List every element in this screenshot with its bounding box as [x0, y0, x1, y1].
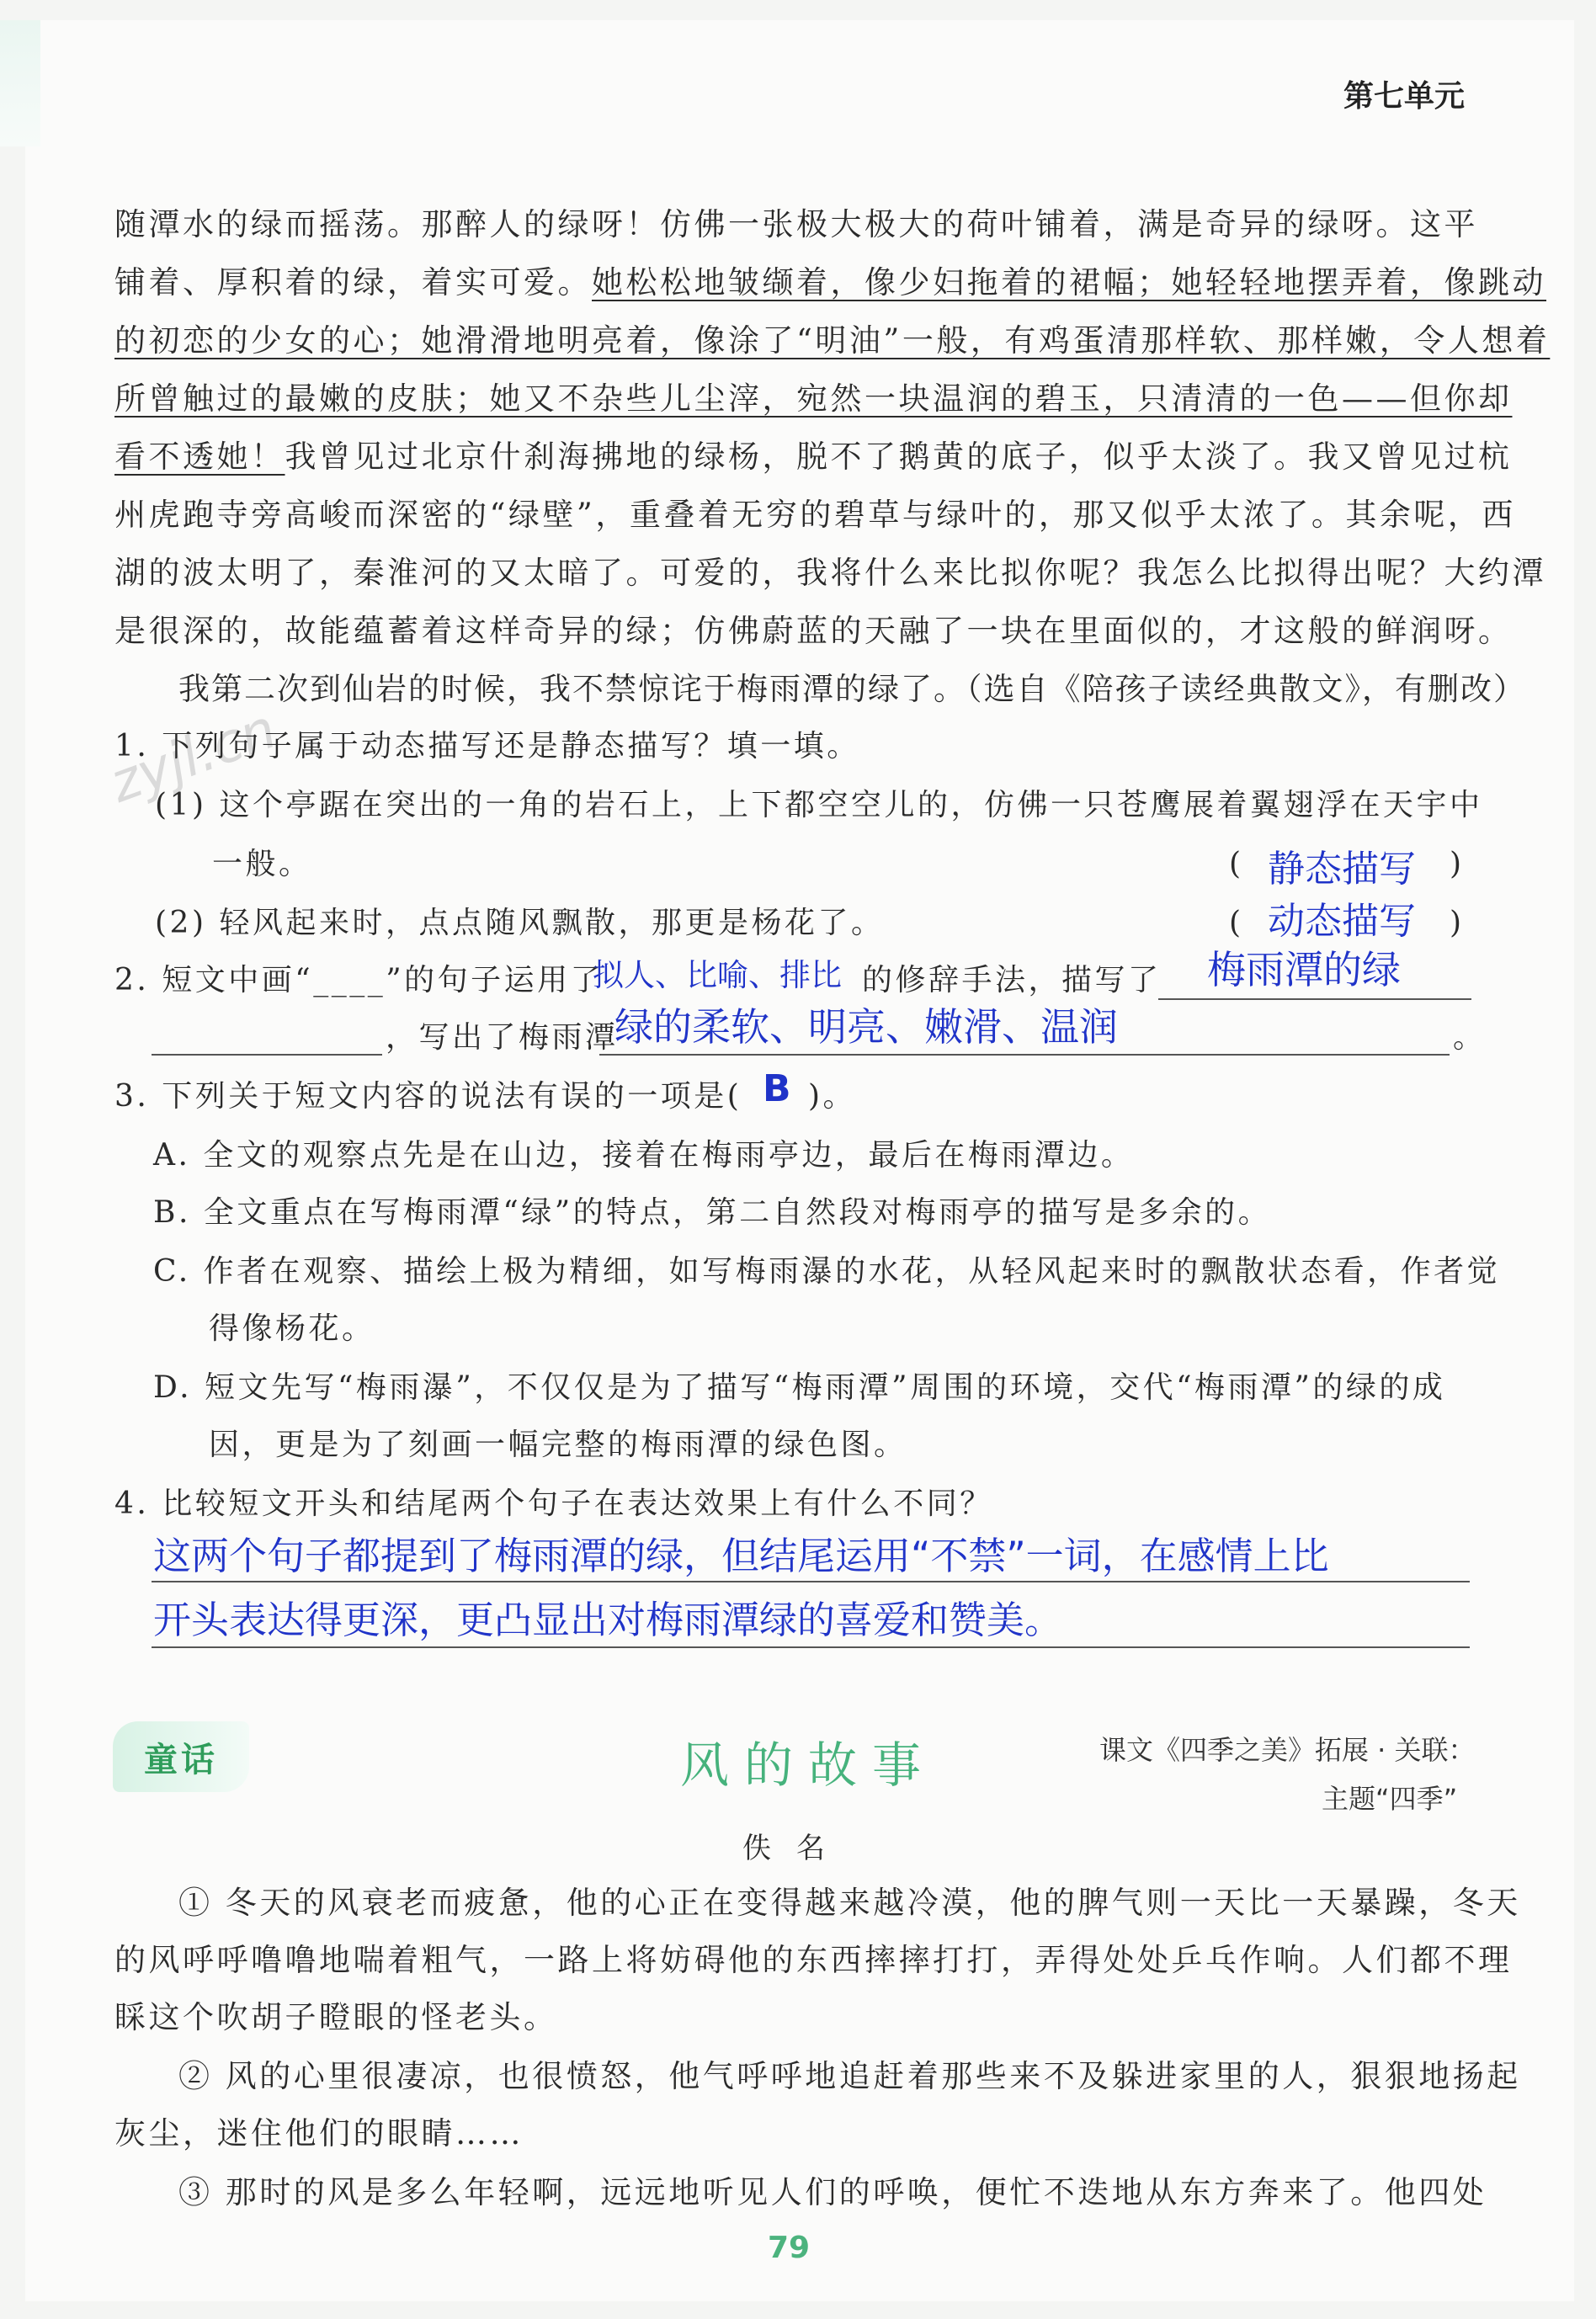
answer-bracket-right: ): [1450, 847, 1465, 881]
answer-2-object-handwritten: 梅雨潭的绿: [1207, 947, 1401, 992]
option-d: D. 短文先写“梅雨瀑”，不仅仅是为了描写“梅雨潭”周围的环境，交代“梅雨潭”的绿的成: [153, 1370, 1446, 1405]
question-1-sentence-1-end: 一般。: [212, 847, 312, 881]
tab-strip-decoration: [0, 20, 40, 146]
passage-line: [114, 428, 1513, 486]
passage-line: 随潭水的绿而摇荡。那醉人的绿呀！仿佛一张极大极大的荷叶铺着，满是奇异的绿呀。这平: [114, 206, 1478, 242]
question-2-part-2: 的修辞手法，描写了: [862, 963, 1162, 997]
answer-bracket-right: ): [1450, 906, 1465, 940]
question-2-part-3: ，写出了梅雨潭: [386, 1020, 619, 1055]
answer-1-2-handwritten: 动态描写: [1268, 900, 1416, 943]
passage-text: 我曾见过北京什刹海拂地的绿杨，脱不了鹅黄的底子，似乎太淡了。我又曾见过杭: [285, 439, 1513, 475]
answer-1-1-handwritten: 静态描写: [1268, 848, 1416, 891]
option-b: B. 全文重点在写梅雨潭“绿”的特点，第二自然段对梅雨亭的描写是多余的。: [153, 1195, 1272, 1230]
question-1-stem: 1. 下列句子属于动态描写还是静态描写？填一填。: [114, 729, 860, 763]
question-2-part-1: 2. 短文中画“____”的句子运用了: [114, 963, 604, 997]
answer-4-line-2-handwritten: 开头表达得更深，更凸显出对梅雨潭绿的喜爱和赞美。: [153, 1598, 1063, 1642]
underlined-line: 的初恋的少女的心；她滑滑地明亮着，像涂了“明油”一般，有鸡蛋清那样软、那样嫩，令人想着: [114, 322, 1551, 359]
option-c: C. 作者在观察、描绘上极为精细，如写梅雨瀑的水花，从轻风起来时的飘散状态看，作者觉: [153, 1254, 1501, 1289]
passage-line: 是很深的，故能蕴蓄着这样奇异的绿；仿佛蔚蓝的天融了一块在里面似的，才这般的鲜润呀。: [114, 613, 1513, 649]
passage-line: 州虎跑寺旁高峻而深密的“绿壁”，重叠着无穷的碧草与绿叶的，那又似乎太浓了。其余呢，西: [114, 497, 1516, 533]
related-text-label: 课文《四季之美》拓展 · 关联：: [1099, 1734, 1476, 1766]
answer-line: [152, 1054, 382, 1056]
passage-line: 湖的波太明了，秦淮河的又太暗了。可爱的，我将什么来比拟你呢？我怎么比拟得出呢？大约潭: [114, 555, 1546, 591]
question-3-stem-end: )。: [808, 1079, 857, 1114]
story-title: 风的故事: [680, 1737, 937, 1794]
question-2-end: 。: [1453, 1020, 1487, 1055]
answer-line: [152, 1646, 1470, 1648]
story-paragraph-1-cont: 的风呼呼噜噜地喘着粗气，一路上将妨碍他的东西摔摔打打，弄得处处乒乓作响。人们都不理: [114, 1942, 1513, 1978]
story-paragraph-3: ③ 那时的风是多么年轻啊，远远地听见人们的呼唤，便忙不迭地从东方奔来了。他四处: [178, 2174, 1487, 2210]
story-paragraph-1: ① 冬天的风衰老而疲惫，他的心正在变得越来越冷漠，他的脾气则一天比一天暴躁，冬天: [178, 1885, 1521, 1921]
answer-2-feature-handwritten: 绿的柔软、明亮、嫩滑、温润: [614, 1004, 1118, 1050]
passage-text: 铺着、厚积着的绿，着实可爱。: [114, 264, 592, 301]
answer-3-handwritten: B: [763, 1067, 791, 1110]
underlined-sentence: 她松松地皱缬着，像少妇拖着的裙幅；她轻轻地摆弄着，像跳动: [592, 264, 1546, 301]
answer-bracket-left: (: [1229, 847, 1244, 881]
related-theme-label: 主题“四季”: [1322, 1783, 1458, 1815]
option-a: A. 全文的观察点先是在山边，接着在梅雨亭边，最后在梅雨潭边。: [153, 1138, 1135, 1173]
watermark: zyjl.cn: [102, 698, 285, 816]
author: 佚名: [742, 1832, 850, 1865]
question-4-stem: 4. 比较短文开头和结尾两个句子在表达效果上有什么不同？: [114, 1487, 993, 1521]
option-c-cont: 得像杨花。: [209, 1311, 375, 1346]
story-paragraph-2: ② 风的心里很凄凉，也很愤怒，他气呼呼地追赶着那些来不及躲进家里的人，狠狠地扬起: [178, 2058, 1521, 2094]
answer-line: [1158, 998, 1471, 1000]
answer-bracket-left: (: [1229, 906, 1244, 940]
question-1-sentence-1: (1) 这个亭踞在突出的一角的岩石上，上下都空空儿的，仿佛一只苍鹰展着翼翅浮在天宇中: [155, 788, 1483, 822]
underlined-line: 所曾触过的最嫩的皮肤；她又不杂些儿尘滓，宛然一块温润的碧玉，只清清的一色——但你却: [114, 380, 1513, 417]
underlined-sentence: 看不透她！: [114, 439, 285, 475]
answer-line: [152, 1581, 1470, 1582]
option-d-cont: 因，更是为了刻画一幅完整的梅雨潭的绿色图。: [209, 1428, 907, 1462]
story-paragraph-2-cont: 灰尘，迷住他们的眼睛……: [114, 2115, 524, 2151]
story-paragraph-1-cont: 睬这个吹胡子瞪眼的怪老头。: [114, 1999, 558, 2035]
genre-badge: 童话: [113, 1721, 249, 1792]
unit-header: 第七单元: [1343, 79, 1466, 114]
question-3-stem: 3. 下列关于短文内容的说法有误的一项是(: [114, 1079, 742, 1114]
page-number: 79: [768, 2231, 811, 2265]
question-1-sentence-2: (2) 轻风起来时，点点随风飘散，那更是杨花了。: [155, 906, 885, 940]
answer-line: [599, 1054, 1450, 1056]
passage-line: [114, 253, 1546, 311]
answer-4-line-1-handwritten: 这两个句子都提到了梅雨潭的绿，但结尾运用“不禁”一词，在感情上比: [153, 1534, 1329, 1578]
answer-2-rhetoric-handwritten: 拟人、比喻、排比: [593, 957, 842, 993]
passage-closing-line: 我第二次到仙岩的时候，我不禁惊诧于梅雨潭的绿了。（选自《陪孩子读经典散文》，有删改）: [178, 671, 1526, 707]
